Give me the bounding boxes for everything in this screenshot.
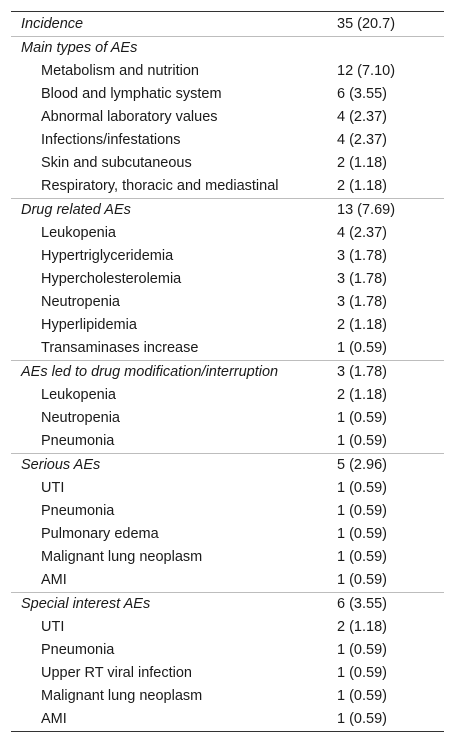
item-label: Infections/infestations [41, 132, 181, 148]
section-header-row [11, 593, 444, 617]
item-label: Metabolism and nutrition [41, 63, 199, 79]
table-row [11, 662, 444, 685]
item-label: Malignant lung neoplasm [41, 549, 203, 565]
table-row [11, 708, 444, 732]
table-row [11, 268, 444, 291]
section-header-row [11, 37, 444, 61]
item-label: Malignant lung neoplasm [41, 688, 203, 704]
item-label: AMI [41, 711, 67, 727]
item-value: 4 (2.37) [337, 109, 387, 125]
item-label: Neutropenia [41, 410, 120, 426]
item-label: Neutropenia [41, 294, 120, 310]
item-value: 1 (0.59) [337, 503, 387, 519]
table-row [11, 430, 444, 454]
item-value: 2 (1.18) [337, 155, 387, 171]
item-value: 3 (1.78) [337, 294, 387, 310]
item-value: 6 (3.55) [337, 86, 387, 102]
table-row [11, 569, 444, 593]
table-row [11, 245, 444, 268]
item-label: AMI [41, 572, 67, 588]
table-row [11, 291, 444, 314]
section-header-row [11, 199, 444, 223]
item-value: 1 (0.59) [337, 572, 387, 588]
item-label: Pneumonia [41, 503, 115, 519]
table-row [11, 639, 444, 662]
table-row [11, 546, 444, 569]
item-value: 2 (1.18) [337, 387, 387, 403]
section-value: 13 (7.69) [337, 199, 444, 223]
item-label: Blood and lymphatic system [41, 86, 222, 102]
section-value: 5 (2.96) [337, 454, 444, 478]
table-row [11, 616, 444, 639]
table-row [11, 477, 444, 500]
item-value: 1 (0.59) [337, 665, 387, 681]
section-value [337, 37, 444, 61]
section-label: Special interest AEs [11, 593, 337, 617]
adverse-events-table [11, 11, 444, 732]
item-label: Hypercholesterolemia [41, 271, 182, 287]
item-value: 1 (0.59) [337, 526, 387, 542]
item-value: 1 (0.59) [337, 480, 387, 496]
item-value: 4 (2.37) [337, 132, 387, 148]
item-value: 1 (0.59) [337, 642, 387, 658]
section-value: 35 (20.7) [337, 15, 396, 32]
item-value: 2 (1.18) [337, 178, 387, 194]
item-label: UTI [41, 480, 65, 496]
table-row [11, 500, 444, 523]
table-row [11, 60, 444, 83]
item-label: Abnormal laboratory values [41, 109, 218, 125]
item-label: Hypertriglyceridemia [41, 248, 174, 264]
table-row [11, 152, 444, 175]
item-value: 1 (0.59) [337, 433, 387, 449]
section-label: Incidence [21, 15, 84, 32]
item-value: 2 (1.18) [337, 619, 387, 635]
item-value: 1 (0.59) [337, 549, 387, 565]
table-row [11, 83, 444, 106]
section-value: 3 (1.78) [337, 361, 444, 385]
item-value: 12 (7.10) [337, 63, 396, 79]
item-label: Leukopenia [41, 225, 116, 241]
section-label: Drug related AEs [11, 199, 337, 223]
section-header-row [11, 361, 444, 385]
section-label: AEs led to drug modification/interruption [11, 361, 337, 385]
section-header-row [11, 12, 444, 37]
section-label: Main types of AEs [11, 37, 337, 61]
table-row [11, 222, 444, 245]
section-header-row [11, 454, 444, 478]
item-label: Respiratory, thoracic and mediastinal [41, 178, 279, 194]
item-label: Hyperlipidemia [41, 317, 137, 333]
item-label: Transaminases increase [41, 340, 199, 356]
item-label: Skin and subcutaneous [41, 155, 192, 171]
item-label: Pneumonia [41, 433, 115, 449]
item-label: Leukopenia [41, 387, 116, 403]
table-row [11, 337, 444, 361]
item-value: 1 (0.59) [337, 410, 387, 426]
item-value: 4 (2.37) [337, 225, 387, 241]
table-row [11, 175, 444, 199]
table-row [11, 407, 444, 430]
item-label: Upper RT viral infection [41, 665, 192, 681]
table-row [11, 106, 444, 129]
item-value: 3 (1.78) [337, 271, 387, 287]
item-label: Pulmonary edema [41, 526, 159, 542]
item-label: UTI [41, 619, 65, 635]
table-row [11, 523, 444, 546]
table-row [11, 129, 444, 152]
item-value: 1 (0.59) [337, 688, 387, 704]
item-value: 1 (0.59) [337, 711, 387, 727]
section-label: Serious AEs [11, 454, 337, 478]
item-label: Pneumonia [41, 642, 115, 658]
table-row [11, 314, 444, 337]
item-value: 1 (0.59) [337, 340, 387, 356]
table-row [11, 384, 444, 407]
item-value: 2 (1.18) [337, 317, 387, 333]
section-value: 6 (3.55) [337, 593, 444, 617]
table-row [11, 685, 444, 708]
adverse-events-table-body [11, 12, 444, 732]
item-value: 3 (1.78) [337, 248, 387, 264]
